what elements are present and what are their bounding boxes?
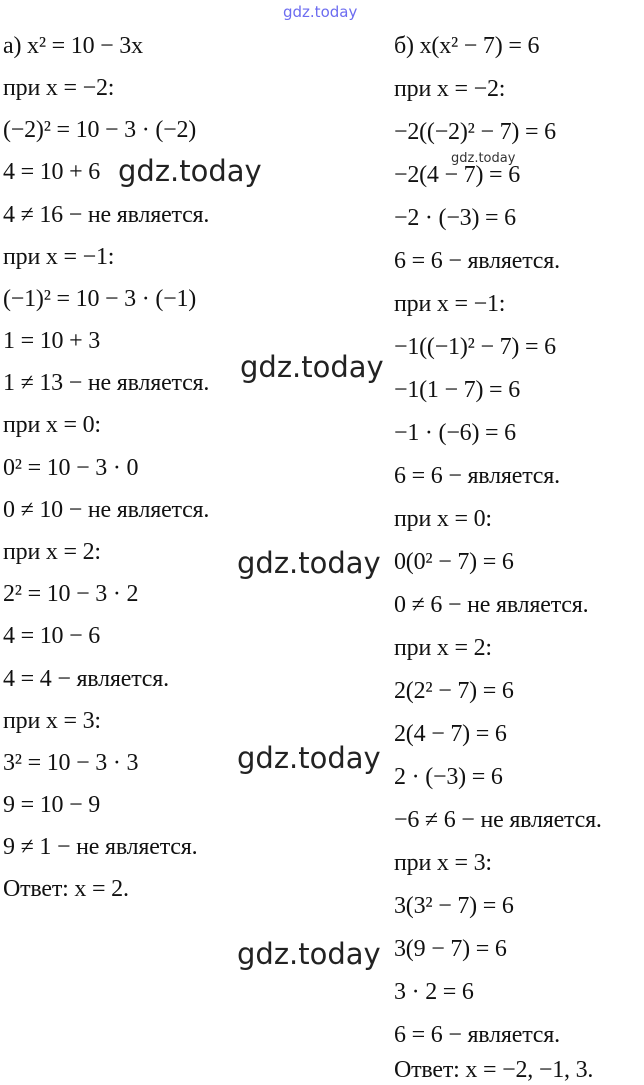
part-b-line: 3(3² − 7) = 6 (394, 893, 514, 919)
part-b-line: −1(1 − 7) = 6 (394, 377, 520, 403)
part-b-line: 3(9 − 7) = 6 (394, 936, 507, 962)
part-b-line: 0 ≠ 6 − не является. (394, 592, 589, 618)
part-a-line: 0² = 10 − 3 · 0 (3, 455, 139, 481)
part-b-line: −1((−1)² − 7) = 6 (394, 334, 556, 360)
part-b-line: −6 ≠ 6 − не является. (394, 807, 602, 833)
part-a-line: 1 ≠ 13 − не является. (3, 370, 210, 396)
part-b-line: −2(4 − 7) = 6 (394, 162, 520, 188)
part-b-line: при x = 2: (394, 635, 492, 661)
part-b-line: −2 · (−3) = 6 (394, 205, 516, 231)
part-a-line: 4 = 10 + 6 (3, 159, 101, 185)
part-b-line: −2((−2)² − 7) = 6 (394, 119, 556, 145)
part-b-line: 6 = 6 − является. (394, 1022, 560, 1048)
part-b-line: 6 = 6 − является. (394, 463, 560, 489)
part-b-equation: б) x(x² − 7) = 6 (394, 33, 540, 59)
part-a-line: 0 ≠ 10 − не является. (3, 497, 210, 523)
part-b-line: 6 = 6 − является. (394, 248, 560, 274)
part-a-line: 9 = 10 − 9 (3, 792, 101, 818)
part-a-line: 3² = 10 − 3 · 3 (3, 750, 139, 776)
part-a-line: при x = −1: (3, 244, 115, 270)
part-a-line: (−1)² = 10 − 3 · (−1) (3, 286, 197, 312)
part-a-line: при x = 0: (3, 412, 101, 438)
part-b-line: при x = −2: (394, 76, 506, 102)
part-b-line: 2 · (−3) = 6 (394, 764, 503, 790)
part-a-answer: Ответ: x = 2. (3, 876, 129, 902)
part-a-line: при x = −2: (3, 75, 115, 101)
part-a-line: 4 = 10 − 6 (3, 623, 101, 649)
watermark-top: gdz.today (283, 3, 358, 21)
part-b-line: 2(2² − 7) = 6 (394, 678, 514, 704)
part-b-line: 3 · 2 = 6 (394, 979, 474, 1005)
part-a-line: (−2)² = 10 − 3 · (−2) (3, 117, 197, 143)
part-a-line: 4 ≠ 16 − не является. (3, 202, 210, 228)
watermark: gdz.today (118, 154, 262, 188)
part-a-line: 4 = 4 − является. (3, 666, 169, 692)
watermark: gdz.today (237, 741, 381, 775)
part-a-line: 9 ≠ 1 − не является. (3, 834, 198, 860)
part-b-line: при x = 0: (394, 506, 492, 532)
part-b-line: при x = 3: (394, 850, 492, 876)
part-b-line: при x = −1: (394, 291, 506, 317)
part-a-line: 2² = 10 − 3 · 2 (3, 581, 139, 607)
part-b-line: −1 · (−6) = 6 (394, 420, 516, 446)
watermark: gdz.today (237, 937, 381, 971)
part-b-line: 2(4 − 7) = 6 (394, 721, 507, 747)
watermark-small: gdz.today (451, 151, 516, 166)
part-b-line: 0(0² − 7) = 6 (394, 549, 514, 575)
watermark: gdz.today (237, 546, 381, 580)
watermark: gdz.today (240, 350, 384, 384)
part-a-line: 1 = 10 + 3 (3, 328, 101, 354)
part-a-line: при x = 2: (3, 539, 101, 565)
part-a-line: при x = 3: (3, 708, 101, 734)
part-b-answer: Ответ: x = −2, −1, 3. (394, 1057, 594, 1083)
part-a-equation: а) x² = 10 − 3x (3, 33, 143, 59)
